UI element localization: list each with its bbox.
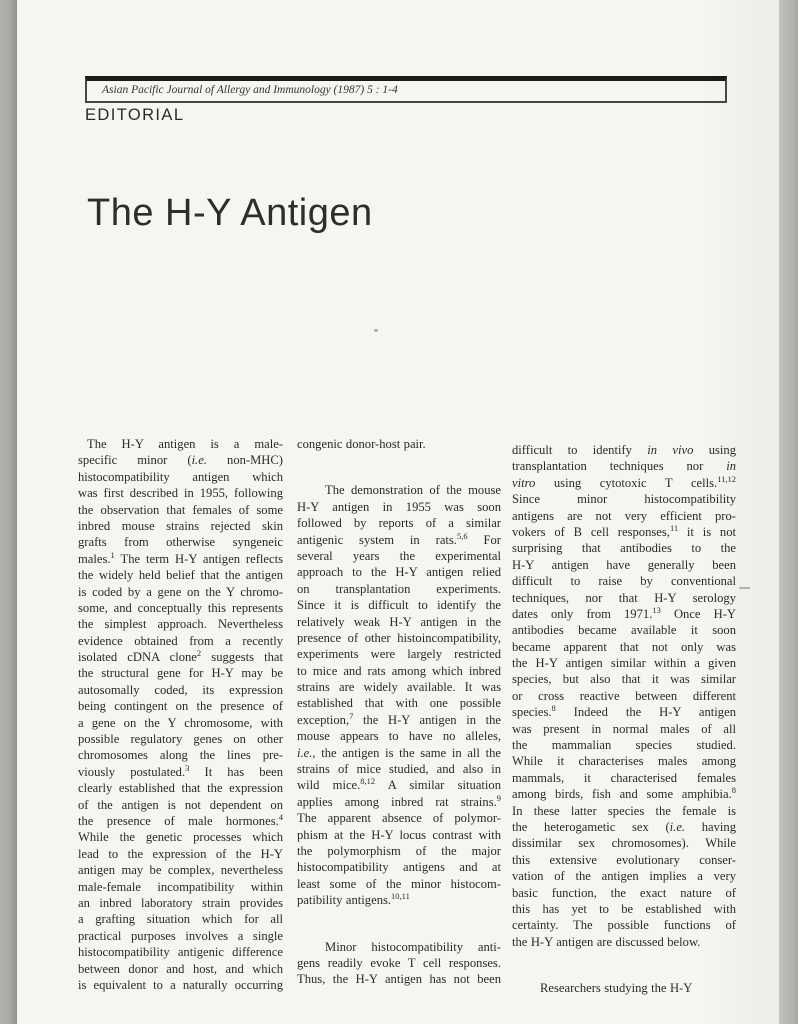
text-line: this extensive evolutionary conser- xyxy=(512,852,736,867)
text-line: H-Y antigen in 1955 was soon xyxy=(297,499,501,514)
text-line: antibodies became available it soon xyxy=(512,623,736,638)
text-line: autosomally coded, its expression xyxy=(78,682,283,697)
text-line: is coded by a gene on the Y chromo- xyxy=(78,584,283,599)
text-line: Thus, the H-Y antigen has not been xyxy=(297,972,501,987)
text-line: approach to the H-Y antigen relied xyxy=(297,565,501,580)
text-line: strains of mice studied, and also in xyxy=(297,762,501,777)
text-line: clearly established that the expression xyxy=(78,781,283,796)
text-line: relatively weak H-Y antigen in the xyxy=(297,614,501,629)
text-line: strains are widely available. It was xyxy=(297,680,501,695)
text-line: viously postulated.$^3$ It has been xyxy=(78,763,283,779)
paragraph xyxy=(512,980,736,996)
text-line: transplantation techniques nor in xyxy=(512,459,736,474)
text-line: followed by reports of a similar xyxy=(297,516,501,531)
text-line: of the antigen is not dependent on xyxy=(78,797,283,812)
text-line: to mice and rats among which inbred xyxy=(297,663,501,678)
text-line: vitro using cytotoxic T cells.$^{11,12}$ xyxy=(512,474,736,490)
text-line: congenic donor-host pair. xyxy=(297,437,426,451)
text-line: Since it is difficult to identify the xyxy=(297,598,501,613)
paper xyxy=(17,0,779,1024)
text-line: basic function, the exact nature of xyxy=(512,885,736,900)
text-line: i.e., the antigen is the same in all the xyxy=(297,745,501,760)
text-line: the widely held belief that the antigen xyxy=(78,568,283,583)
paragraph xyxy=(78,436,283,993)
text-line: the structural gene for H-Y may be xyxy=(78,666,283,681)
section-label: EDITORIAL xyxy=(85,106,185,124)
text-line: specific minor (i.e. non-MHC) xyxy=(78,453,283,468)
text-line: antigenic system in rats.$^{5,6}$ For xyxy=(297,531,501,547)
text-line: the polymorphism of the major xyxy=(297,843,501,858)
text-line: on transplantation experiments. xyxy=(297,581,501,596)
text-line: gens readily evoke T cell responses. xyxy=(297,955,501,970)
scan-edge-right xyxy=(779,0,798,1024)
text-line: some, and conceptually this represents xyxy=(78,600,283,615)
text-line: the presence of male hormones.$^4$ xyxy=(78,812,283,828)
text-column xyxy=(297,436,501,988)
text-line: surprising that antibodies to the xyxy=(512,541,736,556)
text-line: species, but also that it was similar xyxy=(512,672,736,687)
text-line: exception,$^7$ the H-Y antigen in the xyxy=(297,711,501,727)
text-line: grafts from otherwise syngeneic xyxy=(78,535,283,550)
journal-header-box xyxy=(85,76,727,103)
text-line: difficult to identify in vivo using xyxy=(512,443,736,457)
text-line: applies among inbred rat strains.$^9$ xyxy=(297,793,501,809)
text-line: being contingent on the presence of xyxy=(78,699,283,714)
journal-citation: Asian Pacific Journal of Allergy and Immunology (1987) 5 : 1-4 xyxy=(102,84,398,96)
text-line: The apparent absence of polymor- xyxy=(297,811,501,826)
text-line: Researchers studying the H-Y xyxy=(540,981,693,996)
text-line: antigens are not very efficient pro- xyxy=(512,508,736,523)
text-line: was present in normal males of all xyxy=(512,721,736,736)
text-line: phism at the H-Y locus contrast with xyxy=(297,827,501,842)
text-line: wild mice.$^{8,12}$ A similar situation xyxy=(297,777,501,793)
text-line: histocompatibility antigen which xyxy=(78,469,283,484)
text-line: a grafting situation which for all xyxy=(78,912,283,927)
article-title: The H-Y Antigen xyxy=(87,192,373,234)
text-line: male-female incompatibility within xyxy=(78,879,283,894)
text-line: chromosomes along the lines pre- xyxy=(78,748,283,763)
text-line: between donor and host, and which xyxy=(78,961,283,976)
text-column xyxy=(78,436,283,993)
text-line: several years the experimental xyxy=(297,548,501,563)
text-line: While it characterises males among xyxy=(512,754,736,769)
text-line: Since minor histocompatibility xyxy=(512,492,736,507)
text-line: the mammalian species studied. xyxy=(512,738,736,753)
text-line: While the genetic processes which xyxy=(78,830,283,845)
text-line: possible regulatory genes on other xyxy=(78,732,283,747)
text-line: vokers of B cell responses,$^{11}$ it is not xyxy=(512,523,736,539)
text-line: techniques, nor that H-Y serology xyxy=(512,590,736,605)
text-line: practical purposes involves a single xyxy=(78,928,283,943)
text-line: histocompatibility antigenic difference xyxy=(78,945,283,960)
text-line: the H-Y antigen similar within a given xyxy=(512,656,736,671)
text-line: presence of other histoincompatibility, xyxy=(297,630,501,645)
text-line: was first described in 1955, following xyxy=(78,486,283,501)
text-line: mouse appears to have no alleles, xyxy=(297,729,501,744)
paragraph xyxy=(297,482,501,908)
text-line: antigen may be complex, nevertheless xyxy=(78,863,283,878)
text-line: the simplest approach. Nevertheless xyxy=(78,617,283,632)
article-columns xyxy=(78,436,736,997)
text-line: In these latter species the female is xyxy=(512,803,736,818)
paragraph xyxy=(297,436,501,452)
text-line: is equivalent to a naturally occurring xyxy=(78,977,283,992)
text-line: became apparent that not only was xyxy=(512,639,736,654)
text-line: H-Y antigen have generally been xyxy=(512,557,736,572)
text-line: patibility antigens.$^{10,11}$ xyxy=(297,892,410,908)
text-line: species.$^8$ Indeed the H-Y antigen xyxy=(512,704,736,720)
text-line: dissimilar sex chromosomes). While xyxy=(512,836,736,851)
text-line: among birds, fish and some amphibia.$^8$ xyxy=(512,786,736,802)
scan-artifact-speck xyxy=(374,329,378,332)
text-column xyxy=(512,436,736,997)
text-line: the heterogametic sex (i.e. having xyxy=(512,819,736,834)
text-line: isolated cDNA clone$^2$ suggests that xyxy=(78,649,283,665)
text-line: certainty. The possible functions of xyxy=(512,918,736,933)
paragraph xyxy=(297,939,501,988)
text-line: established that with one possible xyxy=(297,696,501,711)
text-line: least some of the minor histocom- xyxy=(297,876,501,891)
text-line: dates only from 1971.13 Once H-Y xyxy=(512,605,736,621)
text-line: inbred mouse strains rejected skin xyxy=(78,518,283,533)
text-line: this has yet to be established with xyxy=(512,901,736,916)
text-line: males.$^1$ The term H-Y antigen reflects xyxy=(78,550,283,566)
paragraph xyxy=(512,442,736,950)
text-line: mammals, it characterised females xyxy=(512,770,736,785)
text-line: histocompatibility antigens and at xyxy=(297,860,501,875)
text-line: evidence obtained from a recently xyxy=(78,633,283,648)
text-line: The demonstration of the mouse xyxy=(325,483,501,498)
text-line: The H-Y antigen is a male- xyxy=(87,437,283,451)
text-line: vation of the antigen implies a very xyxy=(512,869,736,884)
text-line: difficult to raise by conventional xyxy=(512,574,736,589)
text-line: Minor histocompatibility anti- xyxy=(325,939,501,954)
scan-edge-left xyxy=(0,0,17,1024)
text-line: an inbred laboratory strain provides xyxy=(78,895,283,910)
text-line: experiments were largely restricted xyxy=(297,647,501,662)
text-line: a gene on the Y chromosome, with xyxy=(78,715,283,730)
text-line: lead to the expression of the H-Y xyxy=(78,846,283,861)
text-line: the H-Y antigen are discussed below. xyxy=(512,934,701,949)
text-line: or cross reactive between different xyxy=(512,688,736,703)
scan-artifact-dash xyxy=(739,587,750,589)
text-line: the observation that females of some xyxy=(78,502,283,517)
